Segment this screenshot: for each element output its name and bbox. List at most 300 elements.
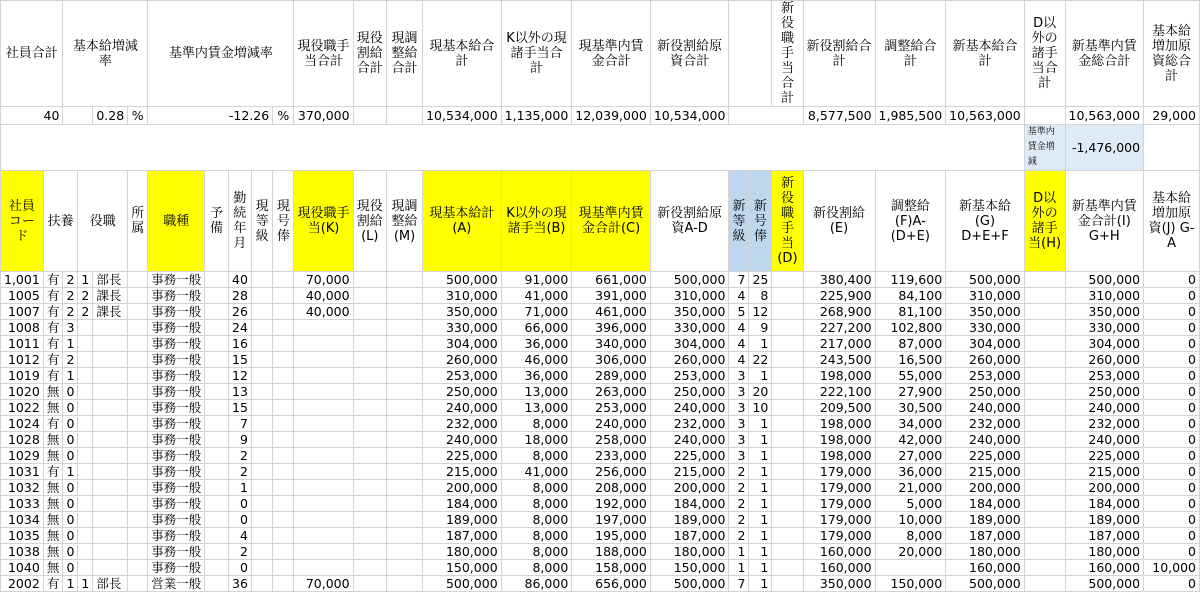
table-cell[interactable] [128, 496, 148, 512]
table-cell[interactable]: 225,900 [803, 288, 875, 304]
table-cell[interactable]: 1034 [1, 512, 44, 528]
table-cell[interactable]: 304,000 [1065, 336, 1144, 352]
table-cell[interactable]: 有 [43, 272, 63, 288]
table-cell[interactable]: 189,000 [650, 512, 729, 528]
table-cell[interactable]: 無 [43, 448, 63, 464]
table-cell[interactable] [251, 464, 272, 480]
table-cell[interactable] [251, 576, 272, 592]
table-cell[interactable] [273, 576, 294, 592]
table-cell[interactable] [1024, 464, 1065, 480]
table-cell[interactable] [93, 464, 128, 480]
table-cell[interactable]: 30,500 [875, 400, 946, 416]
table-cell[interactable]: 160,000 [1065, 560, 1144, 576]
table-cell[interactable]: 160,000 [803, 560, 875, 576]
table-cell[interactable]: 250,000 [650, 384, 729, 400]
table-cell[interactable]: 1 [729, 560, 749, 576]
table-cell[interactable] [386, 272, 422, 288]
table-cell[interactable]: 事務一般 [148, 528, 205, 544]
table-cell[interactable]: 事務一般 [148, 336, 205, 352]
table-cell[interactable] [205, 560, 228, 576]
table-cell[interactable]: 42,000 [875, 432, 946, 448]
table-cell[interactable]: 7 [729, 576, 749, 592]
table-cell[interactable] [772, 480, 803, 496]
table-cell[interactable]: 158,000 [572, 560, 651, 576]
table-cell[interactable] [251, 384, 272, 400]
table-cell[interactable] [353, 560, 386, 576]
table-cell[interactable] [273, 528, 294, 544]
table-cell[interactable]: 1012 [1, 352, 44, 368]
table-cell[interactable]: 187,000 [423, 528, 502, 544]
table-cell[interactable]: 1019 [1, 368, 44, 384]
table-cell[interactable]: 350,000 [946, 304, 1025, 320]
table-cell[interactable]: 10,000 [1144, 560, 1200, 576]
table-cell[interactable]: 180,000 [650, 544, 729, 560]
table-cell[interactable] [353, 400, 386, 416]
table-cell[interactable] [78, 560, 93, 576]
table-cell[interactable] [205, 304, 228, 320]
table-cell[interactable]: 営業一般 [148, 576, 205, 592]
table-cell[interactable]: 225,000 [423, 448, 502, 464]
table-cell[interactable]: 4 [729, 288, 749, 304]
table-cell[interactable]: 310,000 [650, 288, 729, 304]
header-tenure[interactable]: 勤続年月 [228, 171, 251, 272]
table-cell[interactable]: 240,000 [572, 416, 651, 432]
table-cell[interactable] [93, 416, 128, 432]
table-cell[interactable] [386, 512, 422, 528]
table-cell[interactable]: 195,000 [572, 528, 651, 544]
table-cell[interactable] [386, 304, 422, 320]
table-cell[interactable] [273, 352, 294, 368]
table-cell[interactable] [386, 352, 422, 368]
table-cell[interactable]: 0 [1144, 384, 1200, 400]
table-cell[interactable]: 事務一般 [148, 272, 205, 288]
table-cell[interactable]: 240,000 [1065, 400, 1144, 416]
table-cell[interactable] [772, 368, 803, 384]
table-cell[interactable]: 222,100 [803, 384, 875, 400]
table-cell[interactable]: 0 [1144, 304, 1200, 320]
table-cell[interactable]: 232,000 [650, 416, 729, 432]
table-cell[interactable]: 8,000 [501, 448, 572, 464]
table-cell[interactable] [353, 432, 386, 448]
table-cell[interactable] [353, 576, 386, 592]
table-cell[interactable]: 0 [63, 480, 78, 496]
table-cell[interactable]: 1 [749, 512, 772, 528]
table-cell[interactable]: 0 [1144, 432, 1200, 448]
table-cell[interactable]: 179,000 [803, 528, 875, 544]
table-cell[interactable]: 180,000 [1065, 544, 1144, 560]
table-cell[interactable]: 36,000 [875, 464, 946, 480]
table-cell[interactable]: 160,000 [803, 544, 875, 560]
table-cell[interactable]: 227,200 [803, 320, 875, 336]
table-cell[interactable]: 4 [228, 528, 251, 544]
table-cell[interactable]: 有 [43, 288, 63, 304]
table-cell[interactable]: 4 [729, 352, 749, 368]
table-cell[interactable]: 500,000 [423, 272, 502, 288]
table-cell[interactable] [386, 368, 422, 384]
table-cell[interactable]: 1 [749, 544, 772, 560]
table-cell[interactable]: 41,000 [501, 464, 572, 480]
table-cell[interactable]: 事務一般 [148, 384, 205, 400]
table-cell[interactable]: 180,000 [946, 544, 1025, 560]
table-cell[interactable]: 350,000 [650, 304, 729, 320]
table-cell[interactable]: 184,000 [946, 496, 1025, 512]
table-cell[interactable]: 198,000 [803, 448, 875, 464]
table-cell[interactable]: 27,000 [875, 448, 946, 464]
base-total[interactable]: 10,534,000 [423, 107, 502, 125]
table-cell[interactable]: 部長 [93, 272, 128, 288]
header-std-wage[interactable]: 現基準内賃金合計(C) [572, 171, 651, 272]
table-cell[interactable]: 70,000 [294, 272, 353, 288]
empty-cell[interactable] [729, 1, 772, 107]
table-cell[interactable] [772, 432, 803, 448]
table-cell[interactable]: 13 [228, 384, 251, 400]
table-cell[interactable] [353, 320, 386, 336]
table-cell[interactable]: 0 [1144, 272, 1200, 288]
table-cell[interactable] [205, 512, 228, 528]
empty-cell[interactable] [63, 107, 93, 125]
table-cell[interactable]: 232,000 [423, 416, 502, 432]
table-cell[interactable]: 289,000 [572, 368, 651, 384]
table-cell[interactable] [93, 560, 128, 576]
table-cell[interactable]: 250,000 [946, 384, 1025, 400]
header-current-grade[interactable]: 現等級 [251, 171, 272, 272]
table-cell[interactable]: 225,000 [946, 448, 1025, 464]
table-cell[interactable]: 0 [1144, 320, 1200, 336]
table-cell[interactable]: 184,000 [650, 496, 729, 512]
table-cell[interactable] [93, 320, 128, 336]
table-cell[interactable] [1024, 384, 1065, 400]
table-cell[interactable]: 36,000 [501, 336, 572, 352]
table-cell[interactable]: 304,000 [946, 336, 1025, 352]
table-cell[interactable]: 350,000 [423, 304, 502, 320]
table-cell[interactable] [78, 384, 93, 400]
table-cell[interactable]: 0 [1144, 400, 1200, 416]
table-cell[interactable]: 0 [228, 560, 251, 576]
table-cell[interactable]: 1 [749, 576, 772, 592]
table-cell[interactable]: 1 [749, 448, 772, 464]
table-cell[interactable] [78, 336, 93, 352]
table-cell[interactable] [1024, 480, 1065, 496]
table-cell[interactable]: 0 [63, 544, 78, 560]
table-cell[interactable] [205, 400, 228, 416]
table-cell[interactable]: 18,000 [501, 432, 572, 448]
table-cell[interactable] [251, 320, 272, 336]
table-cell[interactable]: 2 [729, 496, 749, 512]
table-cell[interactable] [273, 336, 294, 352]
header-other-allow-new[interactable]: D以外の 諸手当(H) [1024, 171, 1065, 272]
table-cell[interactable]: 有 [43, 320, 63, 336]
table-cell[interactable] [353, 368, 386, 384]
table-cell[interactable]: 1 [749, 480, 772, 496]
table-cell[interactable] [386, 576, 422, 592]
header-new-grade[interactable]: 新等級 [729, 171, 749, 272]
table-cell[interactable]: 258,000 [572, 432, 651, 448]
table-cell[interactable] [772, 272, 803, 288]
table-cell[interactable]: 0 [63, 416, 78, 432]
table-cell[interactable]: 1 [78, 272, 93, 288]
table-cell[interactable]: 有 [43, 576, 63, 592]
note-label[interactable]: 基準内賃金増減 [1024, 125, 1065, 171]
adjust-total[interactable]: 1,985,500 [875, 107, 946, 125]
table-cell[interactable] [772, 384, 803, 400]
table-cell[interactable]: 5,000 [875, 496, 946, 512]
table-cell[interactable]: 8,000 [501, 512, 572, 528]
table-cell[interactable] [386, 336, 422, 352]
table-cell[interactable]: 有 [43, 368, 63, 384]
table-cell[interactable]: 3 [729, 448, 749, 464]
table-cell[interactable]: 8 [749, 288, 772, 304]
table-cell[interactable]: 無 [43, 512, 63, 528]
table-cell[interactable]: 102,800 [875, 320, 946, 336]
table-cell[interactable] [205, 464, 228, 480]
header-new-role-pay[interactable]: 新役割給(E) [803, 171, 875, 272]
table-cell[interactable] [128, 576, 148, 592]
table-cell[interactable] [294, 368, 353, 384]
table-cell[interactable]: 事務一般 [148, 432, 205, 448]
table-cell[interactable] [772, 544, 803, 560]
table-cell[interactable]: 500,000 [946, 272, 1025, 288]
table-cell[interactable]: 217,000 [803, 336, 875, 352]
header-new-position-allowance[interactable]: 新役職手当(D) [772, 171, 803, 272]
table-cell[interactable] [1024, 448, 1065, 464]
table-cell[interactable]: 240,000 [650, 400, 729, 416]
table-cell[interactable] [128, 448, 148, 464]
base-rate[interactable]: 0.28 [93, 107, 128, 125]
header-role-pay[interactable]: 現役割給(L) [353, 171, 386, 272]
table-cell[interactable]: 3 [729, 400, 749, 416]
table-cell[interactable]: 8,000 [501, 544, 572, 560]
table-cell[interactable]: 215,000 [1065, 464, 1144, 480]
table-cell[interactable] [353, 448, 386, 464]
table-cell[interactable]: 310,000 [946, 288, 1025, 304]
table-cell[interactable] [128, 304, 148, 320]
header-cell[interactable]: 現基本給合計 [423, 1, 502, 107]
table-cell[interactable]: 188,000 [572, 544, 651, 560]
table-cell[interactable]: 無 [43, 384, 63, 400]
table-cell[interactable] [1024, 416, 1065, 432]
table-cell[interactable] [1024, 544, 1065, 560]
table-cell[interactable]: 1 [63, 576, 78, 592]
table-cell[interactable] [772, 400, 803, 416]
table-cell[interactable]: 179,000 [803, 464, 875, 480]
table-cell[interactable]: 22 [749, 352, 772, 368]
table-cell[interactable] [251, 272, 272, 288]
table-cell[interactable] [1024, 368, 1065, 384]
table-cell[interactable]: 10 [749, 400, 772, 416]
table-cell[interactable] [128, 528, 148, 544]
table-cell[interactable]: 160,000 [946, 560, 1025, 576]
table-cell[interactable]: 有 [43, 304, 63, 320]
header-cell[interactable]: 新役割給原資合計 [650, 1, 729, 107]
table-cell[interactable] [93, 544, 128, 560]
table-cell[interactable]: 40 [228, 272, 251, 288]
table-cell[interactable] [128, 544, 148, 560]
table-cell[interactable]: 1035 [1, 528, 44, 544]
table-cell[interactable]: 0 [1144, 368, 1200, 384]
table-cell[interactable]: 253,000 [423, 368, 502, 384]
table-cell[interactable] [273, 416, 294, 432]
table-cell[interactable]: 350,000 [1065, 304, 1144, 320]
table-cell[interactable]: 500,000 [650, 272, 729, 288]
table-cell[interactable]: 0 [63, 384, 78, 400]
table-cell[interactable] [772, 512, 803, 528]
table-cell[interactable]: 1 [749, 432, 772, 448]
table-cell[interactable]: 260,000 [650, 352, 729, 368]
table-cell[interactable]: 有 [43, 416, 63, 432]
header-cell[interactable]: 基準内賃金増減率 [148, 1, 294, 107]
table-cell[interactable]: 1022 [1, 400, 44, 416]
table-cell[interactable] [78, 496, 93, 512]
table-cell[interactable]: 189,000 [423, 512, 502, 528]
table-cell[interactable] [294, 464, 353, 480]
table-cell[interactable]: 81,100 [875, 304, 946, 320]
table-cell[interactable]: 71,000 [501, 304, 572, 320]
table-cell[interactable]: 1 [749, 416, 772, 432]
table-cell[interactable]: 200,000 [1065, 480, 1144, 496]
table-cell[interactable] [251, 304, 272, 320]
new-std-total[interactable]: 10,563,000 [1065, 107, 1144, 125]
table-cell[interactable] [251, 544, 272, 560]
table-cell[interactable]: 215,000 [946, 464, 1025, 480]
table-cell[interactable]: 2 [63, 288, 78, 304]
table-cell[interactable] [205, 432, 228, 448]
table-cell[interactable] [205, 320, 228, 336]
empty-cell[interactable] [729, 107, 803, 125]
table-cell[interactable]: 8,000 [875, 528, 946, 544]
table-cell[interactable]: 8,000 [501, 416, 572, 432]
table-cell[interactable]: 240,000 [650, 432, 729, 448]
table-cell[interactable]: 380,400 [803, 272, 875, 288]
table-cell[interactable]: 25 [749, 272, 772, 288]
table-cell[interactable]: 253,000 [572, 400, 651, 416]
header-base-pay[interactable]: 現基本給計 (A) [423, 171, 502, 272]
table-cell[interactable]: 事務一般 [148, 448, 205, 464]
table-cell[interactable] [273, 544, 294, 560]
table-cell[interactable] [128, 400, 148, 416]
table-cell[interactable] [772, 352, 803, 368]
table-cell[interactable] [772, 464, 803, 480]
note-value[interactable]: -1,476,000 [1065, 125, 1144, 171]
table-cell[interactable]: 0 [63, 432, 78, 448]
empty-cell[interactable] [1024, 107, 1065, 125]
table-cell[interactable] [128, 560, 148, 576]
table-cell[interactable] [78, 528, 93, 544]
table-cell[interactable]: 事務一般 [148, 544, 205, 560]
header-other-allowance[interactable]: K以外の現諸手当(B) [501, 171, 572, 272]
table-cell[interactable]: 253,000 [946, 368, 1025, 384]
table-cell[interactable]: 396,000 [572, 320, 651, 336]
table-cell[interactable] [78, 448, 93, 464]
table-cell[interactable] [78, 400, 93, 416]
table-cell[interactable] [386, 480, 422, 496]
table-cell[interactable]: 1038 [1, 544, 44, 560]
table-cell[interactable] [294, 528, 353, 544]
table-cell[interactable] [273, 368, 294, 384]
table-cell[interactable]: 部長 [93, 576, 128, 592]
table-cell[interactable]: 150,000 [423, 560, 502, 576]
table-cell[interactable]: 304,000 [423, 336, 502, 352]
table-cell[interactable] [353, 336, 386, 352]
header-new-role-fund[interactable]: 新役割給原資A-D [650, 171, 729, 272]
table-cell[interactable] [78, 416, 93, 432]
table-cell[interactable]: 250,000 [1065, 384, 1144, 400]
table-cell[interactable] [78, 512, 93, 528]
table-cell[interactable] [205, 352, 228, 368]
table-cell[interactable]: 1 [749, 368, 772, 384]
table-cell[interactable] [78, 480, 93, 496]
table-cell[interactable] [93, 432, 128, 448]
table-cell[interactable] [386, 496, 422, 512]
table-cell[interactable]: 200,000 [946, 480, 1025, 496]
table-cell[interactable]: 0 [1144, 480, 1200, 496]
table-cell[interactable] [386, 528, 422, 544]
empty-cell[interactable] [386, 107, 422, 125]
header-employee-code[interactable]: 社員コード [1, 171, 44, 272]
table-cell[interactable]: 500,000 [650, 576, 729, 592]
table-cell[interactable] [205, 288, 228, 304]
table-cell[interactable] [251, 368, 272, 384]
table-cell[interactable]: 4 [729, 336, 749, 352]
table-cell[interactable]: 13,000 [501, 384, 572, 400]
header-cell[interactable]: 新基準内賃金総合計 [1065, 1, 1144, 107]
table-cell[interactable]: 253,000 [650, 368, 729, 384]
table-cell[interactable]: 86,000 [501, 576, 572, 592]
table-cell[interactable]: 事務一般 [148, 288, 205, 304]
table-cell[interactable] [875, 560, 946, 576]
table-cell[interactable]: 233,000 [572, 448, 651, 464]
header-new-base[interactable]: 新基本給(G) D+E+F [946, 171, 1025, 272]
table-cell[interactable]: 8,000 [501, 528, 572, 544]
table-cell[interactable] [93, 448, 128, 464]
table-cell[interactable]: 263,000 [572, 384, 651, 400]
table-cell[interactable] [772, 416, 803, 432]
table-cell[interactable]: 66,000 [501, 320, 572, 336]
table-cell[interactable] [386, 416, 422, 432]
table-cell[interactable]: 無 [43, 544, 63, 560]
table-cell[interactable] [386, 432, 422, 448]
header-cell[interactable]: 社員合計 [1, 1, 63, 107]
table-cell[interactable] [78, 464, 93, 480]
table-cell[interactable] [294, 416, 353, 432]
percent-unit[interactable]: % [128, 107, 148, 125]
table-cell[interactable]: 16,500 [875, 352, 946, 368]
table-cell[interactable]: 24 [228, 320, 251, 336]
table-cell[interactable]: 0 [63, 496, 78, 512]
table-cell[interactable]: 179,000 [803, 496, 875, 512]
table-cell[interactable]: 1 [729, 544, 749, 560]
table-cell[interactable] [273, 288, 294, 304]
table-cell[interactable]: 256,000 [572, 464, 651, 480]
table-cell[interactable]: 1028 [1, 432, 44, 448]
table-cell[interactable]: 0 [1144, 336, 1200, 352]
table-cell[interactable]: 189,000 [1065, 512, 1144, 528]
table-cell[interactable] [1024, 352, 1065, 368]
table-cell[interactable] [273, 272, 294, 288]
table-cell[interactable]: 1 [63, 336, 78, 352]
table-cell[interactable]: 198,000 [803, 432, 875, 448]
table-cell[interactable]: 2 [63, 272, 78, 288]
table-cell[interactable] [772, 496, 803, 512]
table-cell[interactable] [93, 496, 128, 512]
table-cell[interactable]: 87,000 [875, 336, 946, 352]
table-cell[interactable] [294, 560, 353, 576]
table-cell[interactable]: 656,000 [572, 576, 651, 592]
table-cell[interactable]: 無 [43, 400, 63, 416]
table-cell[interactable]: 180,000 [423, 544, 502, 560]
table-cell[interactable] [251, 432, 272, 448]
table-cell[interactable] [273, 496, 294, 512]
table-cell[interactable] [273, 432, 294, 448]
